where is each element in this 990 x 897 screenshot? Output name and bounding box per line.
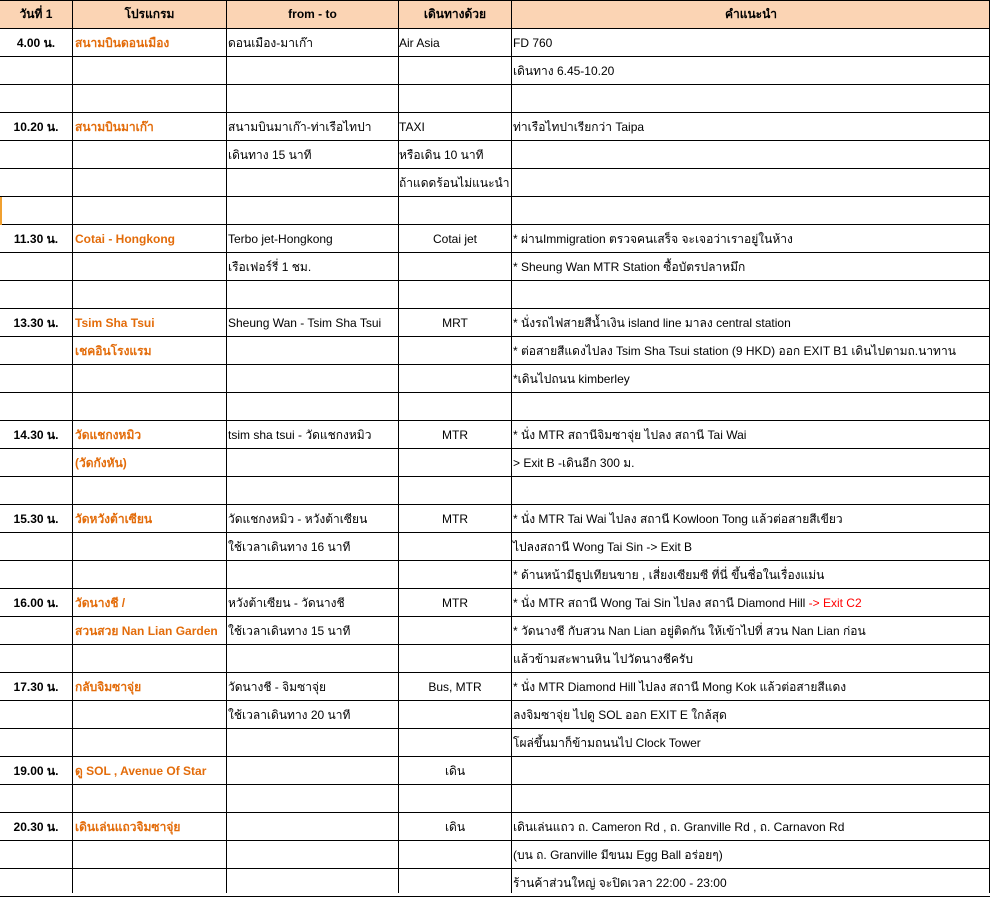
advice-cell: FD 760 — [513, 36, 553, 50]
row-divider — [0, 840, 990, 841]
row-divider — [0, 868, 990, 869]
program-cell: Tsim Sha Tsui — [75, 316, 155, 330]
advice-cell: เดินทาง 6.45-10.20 — [513, 64, 615, 78]
row-divider — [0, 84, 990, 85]
header-travel-by: เดินทางด้วย — [423, 7, 487, 21]
travel-cell: ถ้าแดดร้อนไม่แนะนำ — [399, 176, 510, 190]
travel-cell: เดิน — [444, 820, 466, 834]
travel-cell: Cotai jet — [432, 232, 478, 246]
program-cell: วัดนางชี / — [75, 596, 126, 610]
column-divider — [226, 0, 227, 893]
row-divider — [0, 784, 990, 785]
row-divider — [0, 140, 990, 141]
row-divider — [0, 560, 990, 561]
row-divider — [0, 308, 990, 309]
row-divider — [0, 476, 990, 477]
selection-marker — [0, 197, 2, 225]
time-cell: 11.30 น. — [13, 232, 59, 246]
column-divider — [398, 0, 399, 893]
time-cell: 13.30 น. — [13, 316, 59, 330]
advice-cell: * วัดนางชี กับสวน Nan Lian อยู่ติดกัน ให้เข้าไปที่ สวน Nan Lian ก่อน — [513, 624, 866, 638]
row-divider — [0, 224, 990, 225]
advice-cell: * ต่อสายสีแดงไปลง Tsim Sha Tsui station (9 HKD) ออก EXIT B1 เดินไปตามถ.นาทาน — [513, 344, 956, 358]
program-cell: วัดแชกงหมิว — [75, 428, 142, 442]
program-cell: เชคอินโรงแรม — [75, 344, 152, 358]
advice-cell: ร้านค้าส่วนใหญ่ จะปิดเวลา 22:00 - 23:00 — [513, 876, 727, 890]
advice-cell: เดินเล่นแถว ถ. Cameron Rd , ถ. Granville Rd , ถ. Carnavon Rd — [513, 820, 845, 834]
row-divider — [0, 756, 990, 757]
row-divider — [0, 392, 990, 393]
time-cell: 10.20 น. — [13, 120, 59, 134]
advice-cell: * นั่ง MTR สถานี Wong Tai Sin ไปลง สถานี Diamond Hill -> Exit C2 — [513, 596, 862, 610]
time-cell: 14.30 น. — [13, 428, 59, 442]
column-divider — [72, 0, 73, 893]
row-divider — [0, 168, 990, 169]
from-to-cell: tsim sha tsui - วัดแชกงหมิว — [228, 428, 372, 442]
advice-cell: > Exit B -เดินอีก 300 ม. — [513, 456, 635, 470]
row-divider — [0, 448, 990, 449]
travel-cell: MRT — [442, 316, 468, 330]
from-to-cell: สนามบินมาเก๊า-ท่าเรือไทปา — [228, 120, 372, 134]
program-cell: วัดหวังต้าเซียน — [75, 512, 153, 526]
row-divider — [0, 672, 990, 673]
from-to-cell: Terbo jet-Hongkong — [228, 232, 333, 246]
from-to-cell: เรือเฟอร์รี่ 1 ชม. — [228, 260, 312, 274]
column-divider — [511, 0, 512, 893]
from-to-cell: ดอนเมือง-มาเก๊า — [228, 36, 314, 50]
program-cell: Cotai - Hongkong — [75, 232, 175, 246]
header-from-to: from - to — [288, 7, 337, 21]
from-to-cell: ใช้เวลาเดินทาง 15 นาที — [228, 624, 351, 638]
travel-cell: Bus, MTR — [428, 680, 482, 694]
program-cell: กลับจิมซาจุ่ย — [75, 680, 142, 694]
program-cell: (วัดกังหัน) — [75, 456, 127, 470]
advice-cell: * ด้านหน้ามีธูปเทียนขาย , เสี่ยงเซียมซี ที่นี่ ขึ้นชื่อในเรื่องแม่น — [513, 568, 825, 582]
advice-cell: *เดินไปถนน kimberley — [513, 372, 630, 386]
row-divider — [0, 28, 990, 29]
advice-cell: * นั่งรถไฟสายสีน้ำเงิน island line มาลง central station — [513, 316, 791, 330]
row-divider — [0, 420, 990, 421]
advice-cell: โผล่ขึ้นมาก็ข้ามถนนไป Clock Tower — [513, 736, 701, 750]
time-cell: 17.30 น. — [13, 680, 59, 694]
row-divider — [0, 588, 990, 589]
from-to-cell: ใช้เวลาเดินทาง 20 นาที — [228, 708, 351, 722]
time-cell: 15.30 น. — [13, 512, 59, 526]
row-divider — [0, 812, 990, 813]
row-divider — [0, 616, 990, 617]
advice-cell: * นั่ง MTR สถานีจิมซาจุ่ย ไปลง สถานี Tai Wai — [513, 428, 747, 442]
row-divider — [0, 336, 990, 337]
program-cell: ดู SOL , Avenue Of Star — [75, 764, 207, 778]
row-divider — [0, 196, 990, 197]
program-cell: เดินเล่นแถวจิมซาจุ่ย — [75, 820, 181, 834]
from-to-cell: หวังต้าเซียน - วัดนางชี — [228, 596, 345, 610]
row-divider — [0, 728, 990, 729]
travel-cell: MTR — [442, 512, 468, 526]
time-cell: 16.00 น. — [13, 596, 59, 610]
time-cell: 4.00 น. — [16, 36, 56, 50]
from-to-cell: Sheung Wan - Tsim Sha Tsui — [228, 316, 382, 330]
row-divider — [0, 280, 990, 281]
header-day: วันที่ 1 — [19, 7, 53, 21]
row-divider — [0, 364, 990, 365]
advice-cell: * Sheung Wan MTR Station ซื้อบัตรปลาหมึก — [513, 260, 746, 274]
advice-cell: * ผ่านImmigration ตรวจคนเสร็จ จะเจอว่าเราอยู่ในห้าง — [513, 232, 793, 246]
exit-highlight: -> Exit C2 — [805, 596, 862, 610]
program-cell: สนามบินดอนเมือง — [75, 36, 170, 50]
time-cell: 20.30 น. — [13, 820, 59, 834]
advice-cell: แล้วข้ามสะพานหิน ไปวัดนางชีครับ — [513, 652, 693, 666]
from-to-cell: วัดนางชี - จิมซาจุ่ย — [228, 680, 327, 694]
travel-cell: Air Asia — [399, 36, 440, 50]
program-cell: สวนสวย Nan Lian Garden — [75, 624, 218, 638]
travel-cell: MTR — [442, 596, 468, 610]
header-advice: คำแนะนำ — [724, 7, 778, 21]
advice-cell: (บน ถ. Granville มีขนม Egg Ball อร่อยๆ) — [513, 848, 723, 862]
travel-cell: หรือเดิน 10 นาที — [399, 148, 484, 162]
from-to-cell: เดินทาง 15 นาที — [228, 148, 312, 162]
advice-cell: * นั่ง MTR Diamond Hill ไปลง สถานี Mong Kok แล้วต่อสายสีแดง — [513, 680, 847, 694]
row-divider — [0, 532, 990, 533]
row-divider — [0, 644, 990, 645]
row-divider — [0, 56, 990, 57]
row-divider — [0, 700, 990, 701]
program-cell: สนามบินมาเก๊า — [75, 120, 154, 134]
advice-cell: ท่าเรือไทปาเรียกว่า Taipa — [513, 120, 645, 134]
travel-cell: TAXI — [399, 120, 425, 134]
time-cell: 19.00 น. — [13, 764, 59, 778]
from-to-cell: วัดแชกงหมิว - หวังต้าเซียน — [228, 512, 368, 526]
top-border — [0, 0, 990, 1]
travel-cell: MTR — [442, 428, 468, 442]
advice-cell: ลงจิมซาจุ่ย ไปดู SOL ออก EXIT E ใกล้สุด — [513, 708, 727, 722]
travel-cell: เดิน — [444, 764, 466, 778]
row-divider — [0, 252, 990, 253]
header-program: โปรแกรม — [124, 7, 175, 21]
from-to-cell: ใช้เวลาเดินทาง 16 นาที — [228, 540, 351, 554]
advice-cell: * นั่ง MTR Tai Wai ไปลง สถานี Kowloon Tong แล้วต่อสายสีเขียว — [513, 512, 843, 526]
row-divider — [0, 504, 990, 505]
row-divider — [0, 112, 990, 113]
advice-cell: ไปลงสถานี Wong Tai Sin -> Exit B — [513, 540, 693, 554]
